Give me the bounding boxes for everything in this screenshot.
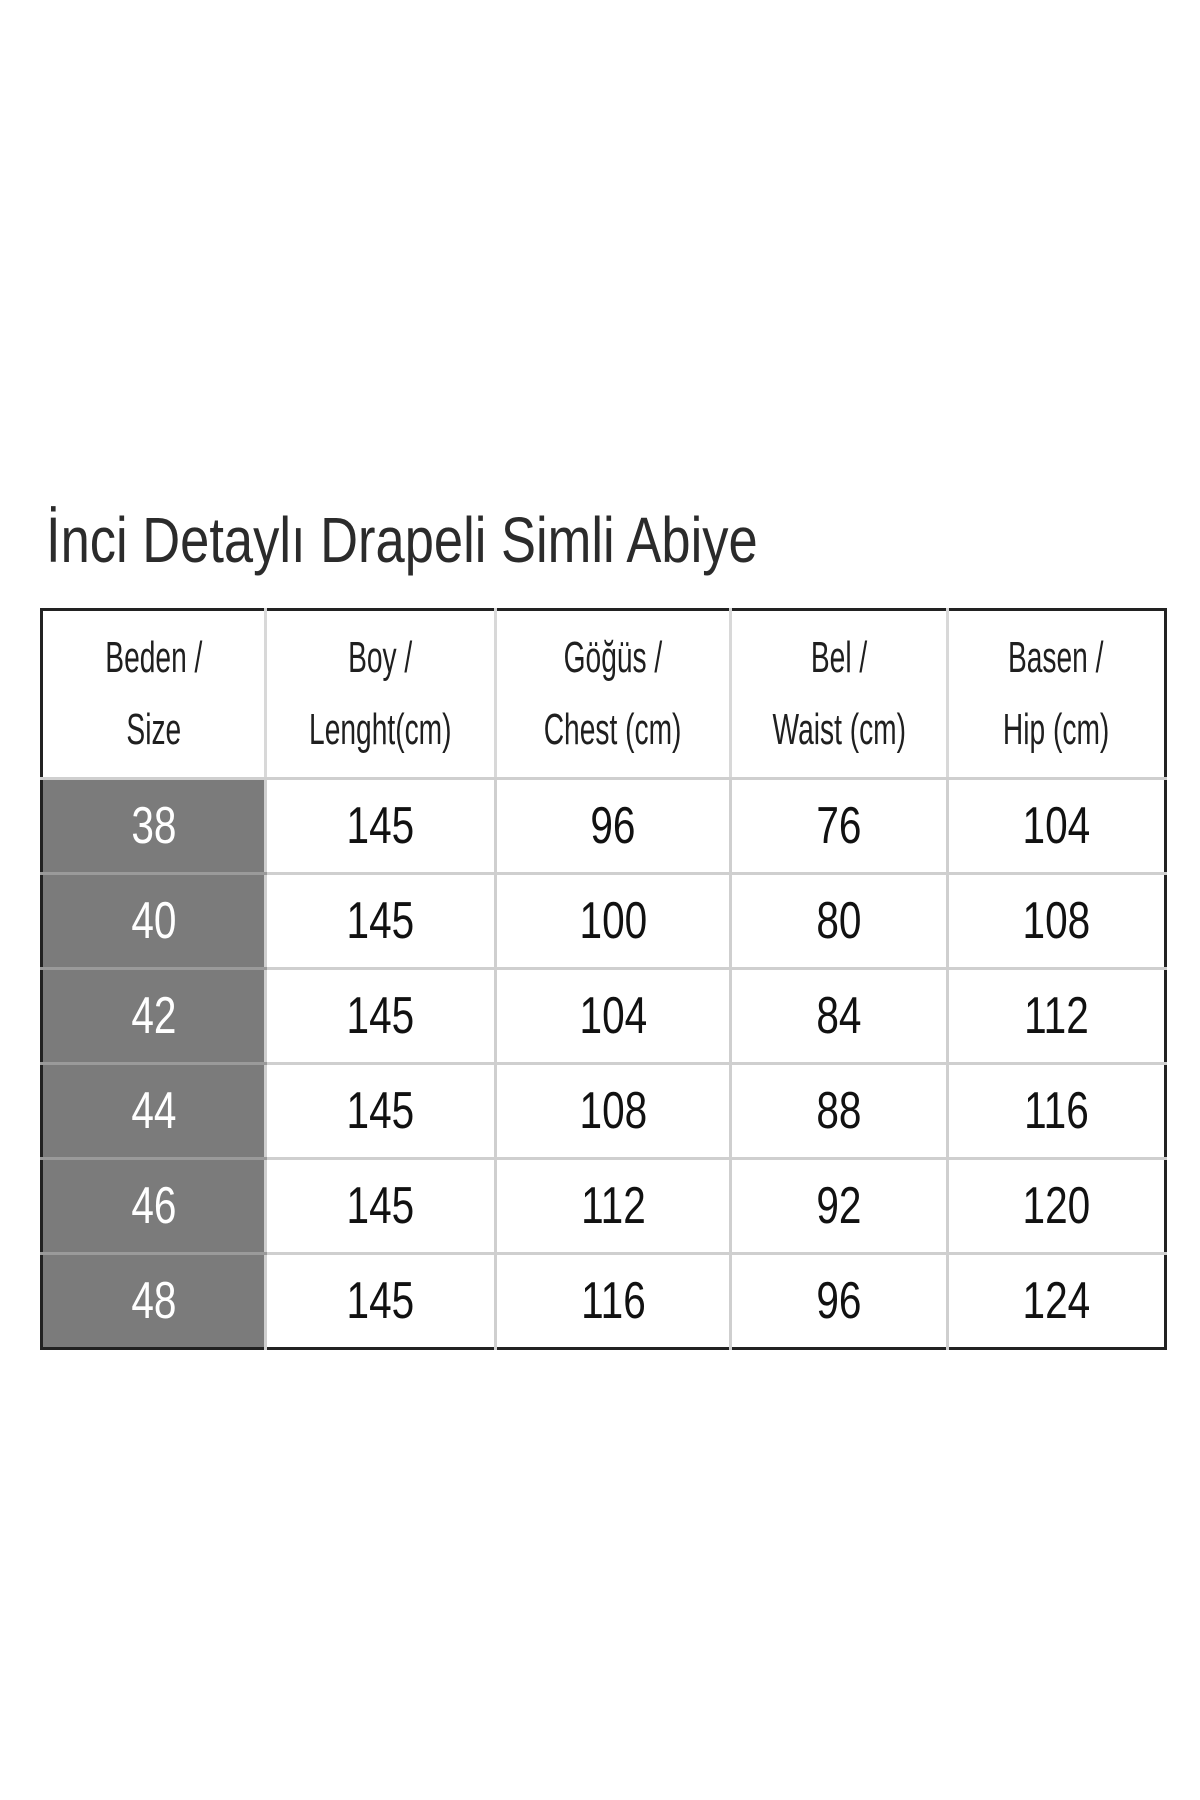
waist-cell: 88	[731, 1064, 948, 1159]
size-cell: 40	[42, 874, 266, 969]
table-row	[42, 779, 1166, 874]
hip-cell: 116	[948, 1064, 1166, 1159]
chest-cell: 116	[496, 1254, 731, 1349]
length-cell: 145	[266, 1254, 496, 1349]
length-cell: 145	[266, 1064, 496, 1159]
hip-cell: 104	[948, 779, 1166, 874]
size-chart-table	[40, 608, 1167, 1350]
header-length: Boy / Lenght(cm)	[266, 610, 496, 779]
hip-cell: 112	[948, 969, 1166, 1064]
hip-cell: 124	[948, 1254, 1166, 1349]
length-cell: 145	[266, 969, 496, 1064]
hip-cell: 108	[948, 874, 1166, 969]
chest-cell: 112	[496, 1159, 731, 1254]
header-chest: Göğüs / Chest (cm)	[496, 610, 731, 779]
size-cell: 44	[42, 1064, 266, 1159]
length-cell: 145	[266, 779, 496, 874]
chest-cell: 108	[496, 1064, 731, 1159]
table-row	[42, 874, 1166, 969]
table-row	[42, 1064, 1166, 1159]
header-size: Beden / Size	[42, 610, 266, 779]
waist-cell: 96	[731, 1254, 948, 1349]
length-cell: 145	[266, 874, 496, 969]
table-row	[42, 1254, 1166, 1349]
table-header-row	[42, 610, 1166, 779]
chest-cell: 104	[496, 969, 731, 1064]
table-row	[42, 969, 1166, 1064]
size-cell: 46	[42, 1159, 266, 1254]
size-cell: 38	[42, 779, 266, 874]
waist-cell: 92	[731, 1159, 948, 1254]
size-cell: 48	[42, 1254, 266, 1349]
header-waist: Bel / Waist (cm)	[731, 610, 948, 779]
header-hip: Basen / Hip (cm)	[948, 610, 1166, 779]
chest-cell: 96	[496, 779, 731, 874]
chest-cell: 100	[496, 874, 731, 969]
hip-cell: 120	[948, 1159, 1166, 1254]
size-cell: 42	[42, 969, 266, 1064]
waist-cell: 76	[731, 779, 948, 874]
waist-cell: 84	[731, 969, 948, 1064]
waist-cell: 80	[731, 874, 948, 969]
page-title: İnci Detaylı Drapeli Simli Abiye	[46, 504, 758, 576]
length-cell: 145	[266, 1159, 496, 1254]
table-row	[42, 1159, 1166, 1254]
